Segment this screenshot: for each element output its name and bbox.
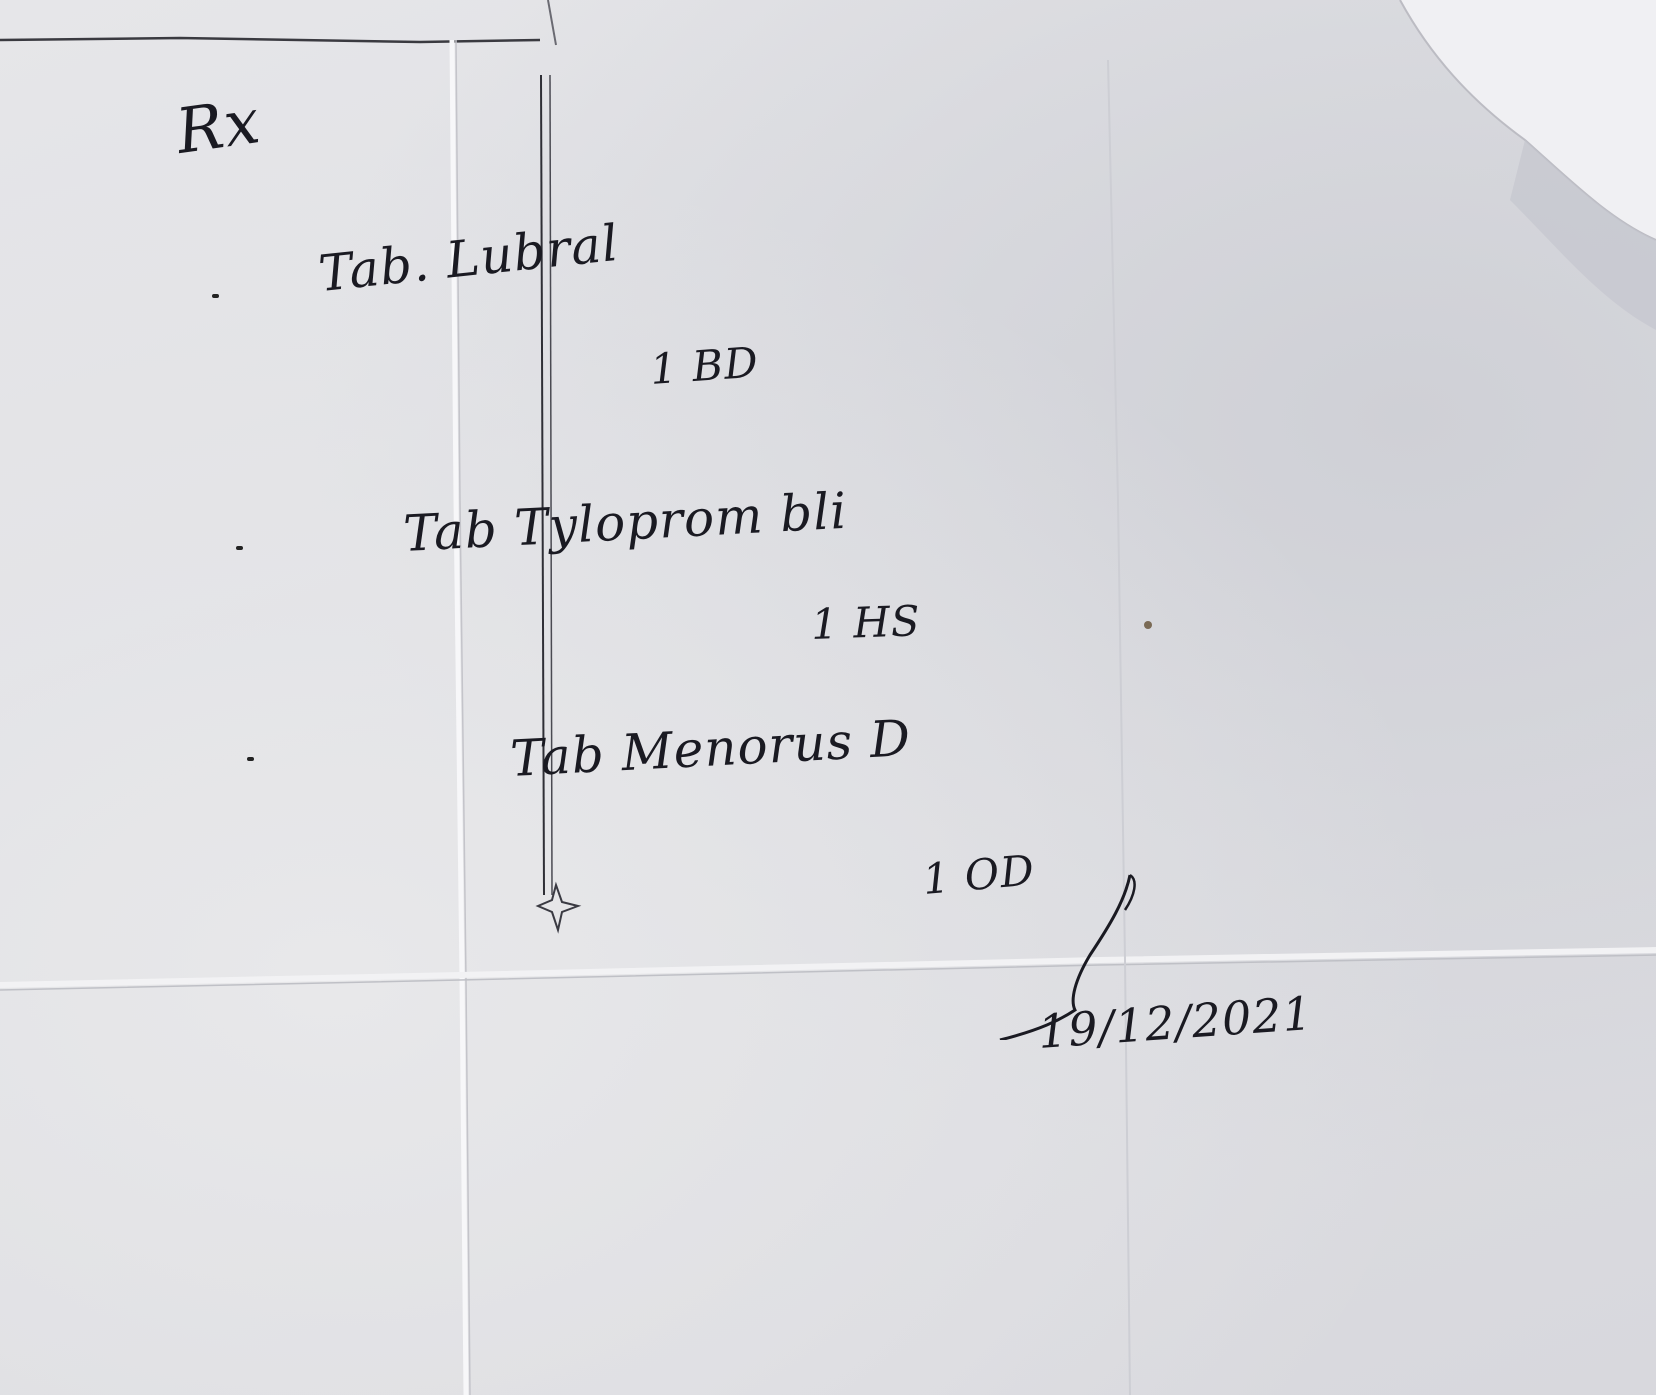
schedule-3: 1 OD bbox=[920, 845, 1037, 904]
horizontal-fold-line bbox=[0, 950, 1656, 985]
prescription-date: 19/12/2021 bbox=[1036, 985, 1315, 1059]
bullet-mark bbox=[236, 546, 243, 550]
drug-3: Tab Menorus D bbox=[508, 709, 913, 788]
drug-1: Tab. Lubral bbox=[315, 213, 622, 303]
bullet-mark bbox=[212, 294, 219, 298]
drug-2: Tab Tyloprom bli bbox=[401, 481, 849, 563]
top-pencil-mark bbox=[548, 0, 556, 45]
bullet-mark bbox=[247, 757, 254, 761]
rx-symbol: Rx bbox=[171, 84, 265, 168]
schedule-2: 1 HS bbox=[810, 596, 922, 649]
right-fold-line bbox=[1108, 60, 1130, 1395]
top-pencil-line bbox=[0, 38, 540, 42]
schedule-1: 1 BD bbox=[648, 337, 761, 394]
paper-spot bbox=[1144, 621, 1152, 629]
horizontal-fold-shadow bbox=[0, 955, 1656, 990]
